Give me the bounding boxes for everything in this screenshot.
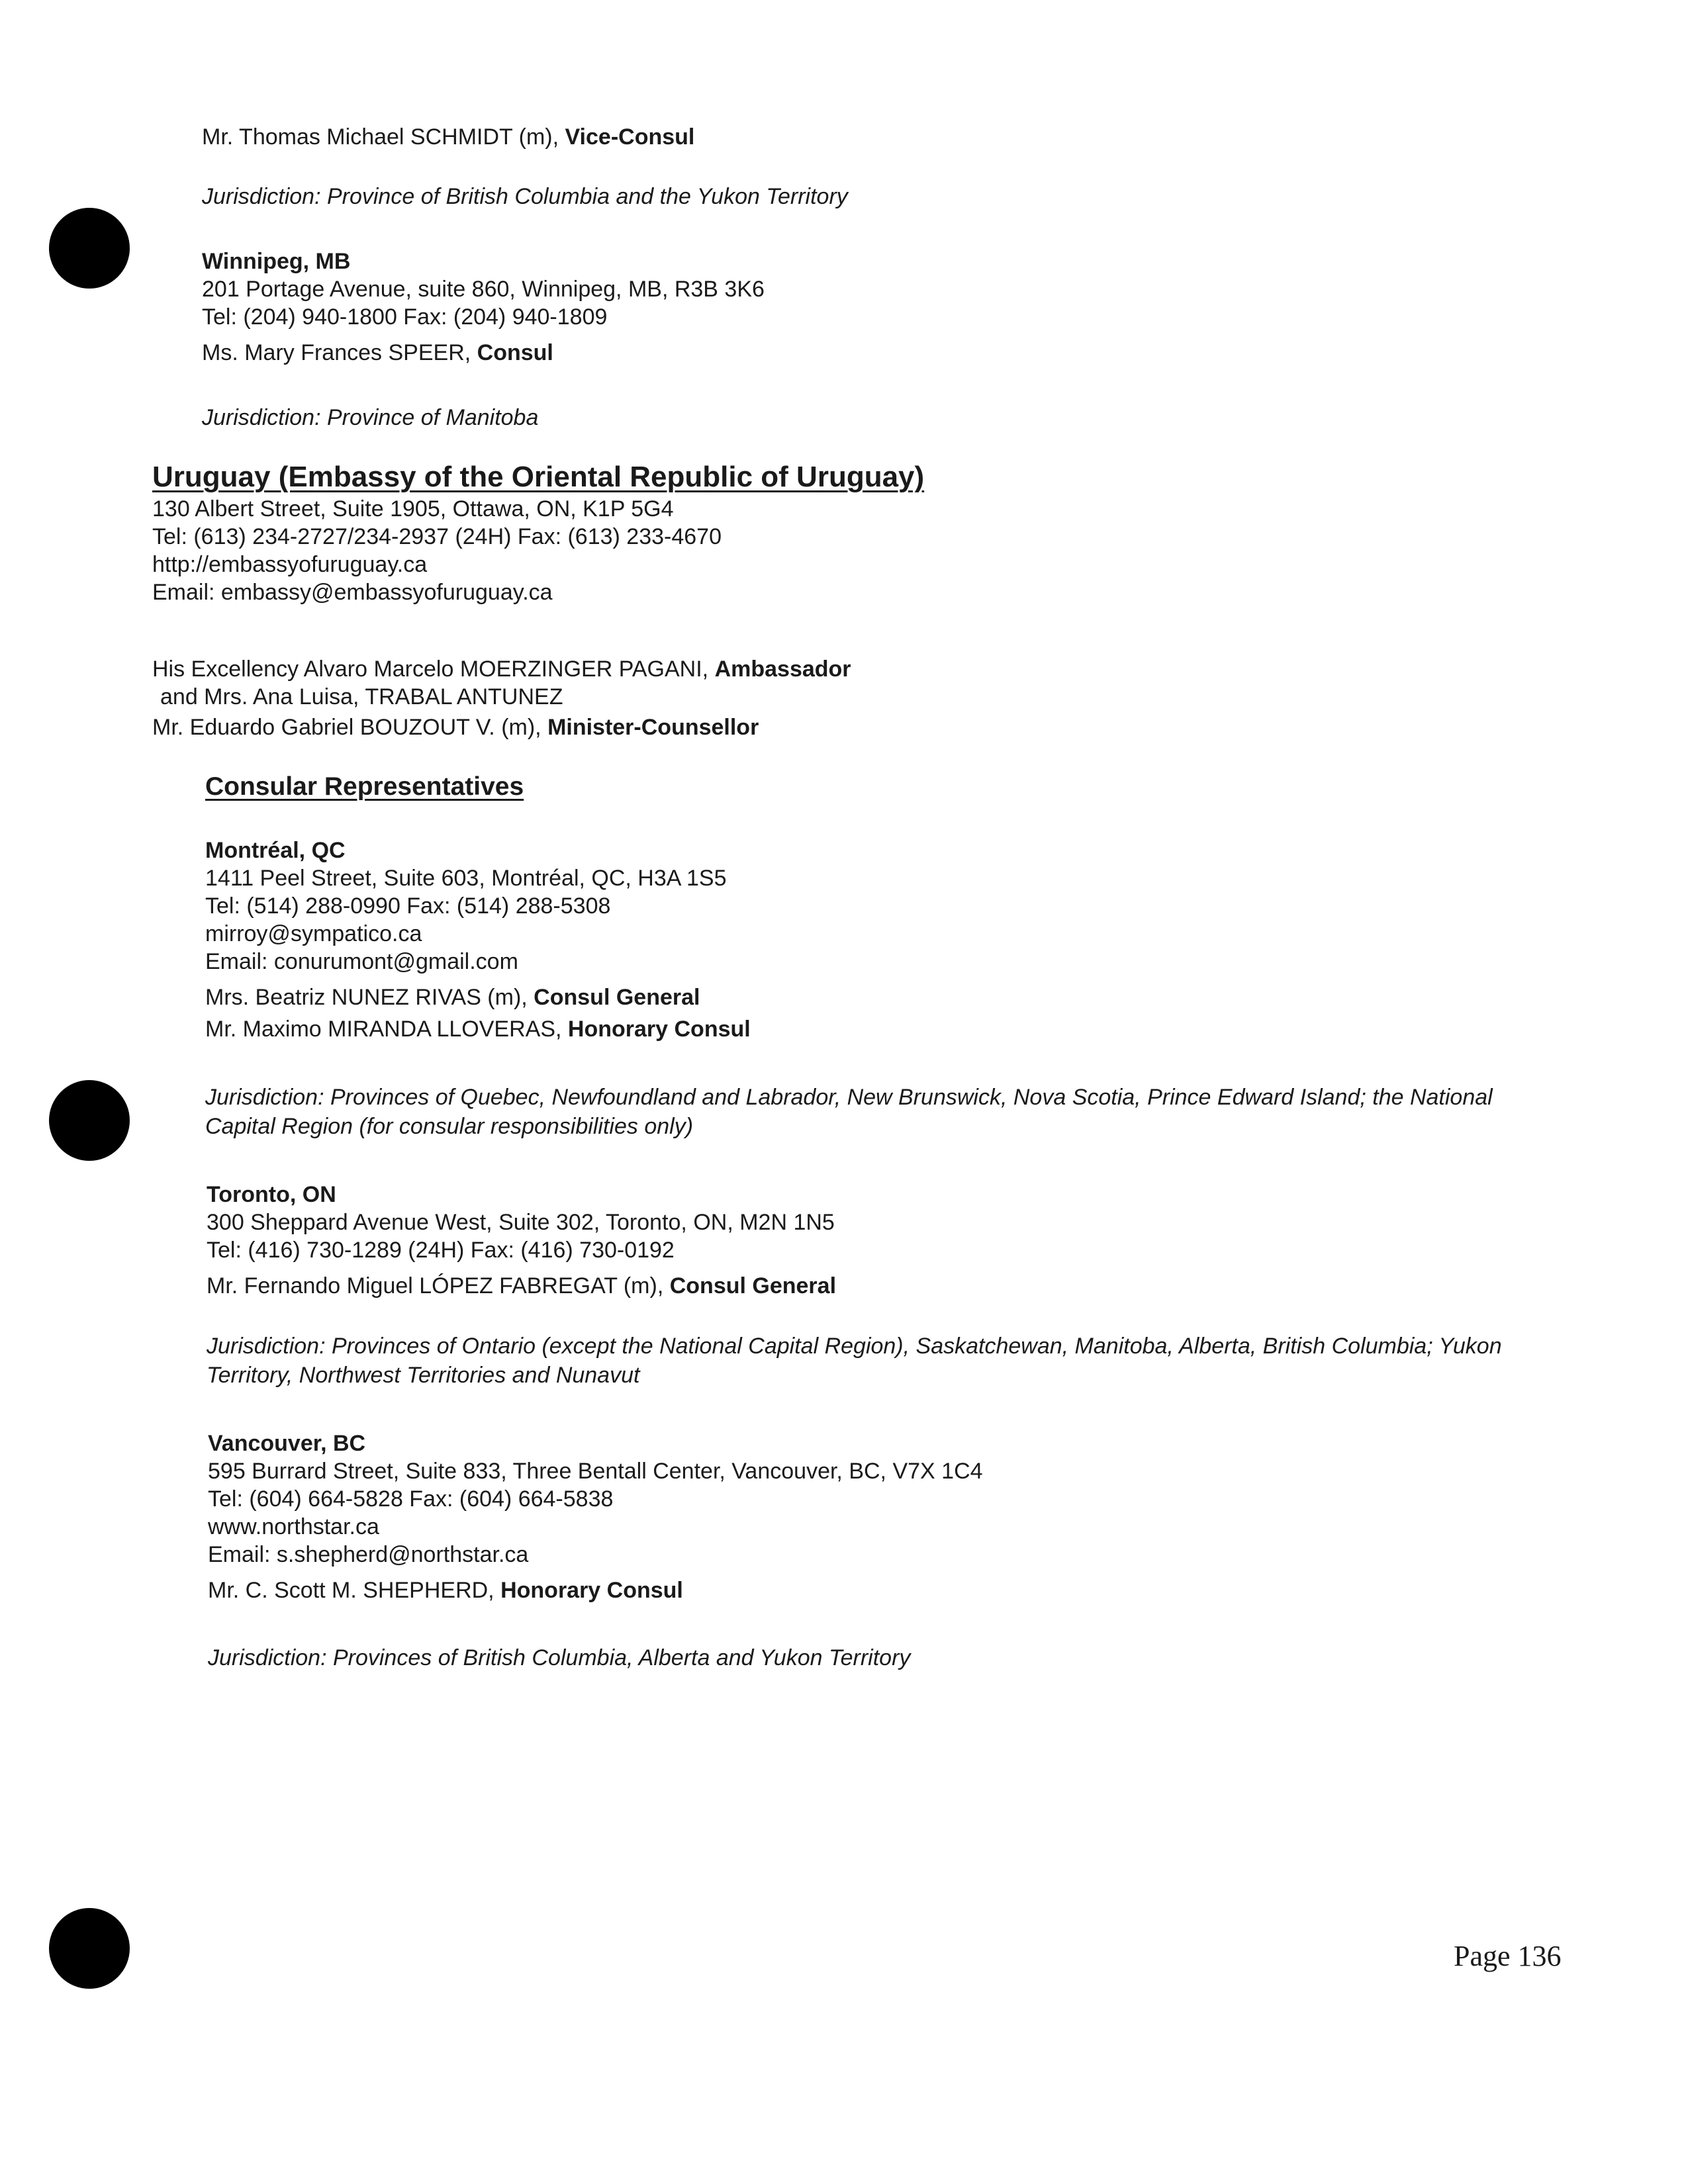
officer-title: Consul General <box>669 1273 837 1298</box>
vancouver-entry <box>208 1430 983 1604</box>
email: Email: conurumont@gmail.com <box>205 949 518 974</box>
minister-line <box>152 713 851 741</box>
officer-name: Mr. Maximo MIRANDA LLOVERAS, <box>205 1017 568 1042</box>
officer-line <box>202 123 694 151</box>
jurisdiction-label: Jurisdiction: <box>202 184 327 209</box>
phone-fax: Tel: (514) 288-0990 Fax: (514) 288-5308 <box>205 893 611 919</box>
officer-name: Mr. Thomas Michael SCHMIDT (m), <box>202 124 565 150</box>
jurisdiction-paragraph <box>207 1332 1524 1390</box>
jurisdiction-montreal <box>205 1083 1562 1141</box>
binder-hole-top <box>49 208 130 289</box>
officer-line <box>202 339 765 367</box>
ambassador-title: Ambassador <box>714 657 851 682</box>
officer-name: Mrs. Beatriz NUNEZ RIVAS (m), <box>205 985 534 1010</box>
address: 201 Portage Avenue, suite 860, Winnipeg, MB, R3B 3K6 <box>202 277 765 302</box>
jurisdiction-label: Jurisdiction: <box>208 1645 333 1670</box>
jurisdiction-text: Province of British Columbia and the Yukon Territory <box>326 184 848 209</box>
officer-title: Honorary Consul <box>500 1578 683 1603</box>
phone-fax: Tel: (613) 234-2727/234-2937 (24H) Fax: (613) 233-4670 <box>152 524 722 549</box>
email: Email: embassy@embassyofuruguay.ca <box>152 580 553 605</box>
phone-fax: Tel: (416) 730-1289 (24H) Fax: (416) 730-0192 <box>207 1238 675 1263</box>
uruguay-embassy <box>152 463 924 606</box>
jurisdiction-label: Jurisdiction: <box>205 1085 330 1110</box>
binder-hole-middle <box>49 1080 130 1161</box>
toronto-entry <box>207 1181 836 1300</box>
address: 300 Sheppard Avenue West, Suite 302, Toronto, ON, M2N 1N5 <box>207 1210 835 1235</box>
website: www.northstar.ca <box>208 1514 379 1539</box>
jurisdiction-line <box>202 183 848 210</box>
consular-representatives-heading: Consular Representatives <box>205 772 524 801</box>
officer-line <box>208 1576 983 1604</box>
jurisdiction-line <box>208 1644 910 1672</box>
winnipeg-entry <box>202 248 765 367</box>
officer-line <box>205 983 751 1011</box>
montreal-entry <box>205 837 751 1043</box>
phone-fax: Tel: (204) 940-1800 Fax: (204) 940-1809 <box>202 304 608 330</box>
jurisdiction-manitoba <box>202 404 538 432</box>
jurisdiction-label: Jurisdiction: <box>207 1334 332 1359</box>
jurisdiction-text: Provinces of British Columbia, Alberta and Yukon Territory <box>332 1645 911 1670</box>
jurisdiction-paragraph <box>205 1083 1562 1141</box>
jurisdiction-text: Province of Manitoba <box>326 405 539 430</box>
jurisdiction-bc-yukon <box>202 183 848 210</box>
spouse-line: and Mrs. Ana Luisa, TRABAL ANTUNEZ <box>160 684 563 709</box>
website: http://embassyofuruguay.ca <box>152 552 428 577</box>
jurisdiction-line <box>202 404 538 432</box>
officer-name: Mr. C. Scott M. SHEPHERD, <box>208 1578 501 1603</box>
officer-name: Mr. Fernando Miguel LÓPEZ FABREGAT (m), <box>207 1273 670 1298</box>
page-number: Page 136 <box>1454 1940 1562 1972</box>
ambassador-name: His Excellency Alvaro Marcelo MOERZINGER PAGANI, <box>152 657 715 682</box>
jurisdiction-label: Jurisdiction: <box>202 405 327 430</box>
contact-email-extra: mirroy@sympatico.ca <box>205 921 422 946</box>
minister-name: Mr. Eduardo Gabriel BOUZOUT V. (m), <box>152 715 548 740</box>
email: Email: s.shepherd@northstar.ca <box>208 1542 529 1567</box>
city-heading: Montréal, QC <box>205 838 346 863</box>
officer-title: Consul <box>477 340 553 365</box>
address: 130 Albert Street, Suite 1905, Ottawa, ON, K1P 5G4 <box>152 496 674 522</box>
jurisdiction-text: Provinces of Quebec, Newfoundland and Labrador, New Brunswick, Nova Scotia, Prince Edward Island; the National Capital Region (for consular responsibilities only) <box>205 1085 1493 1139</box>
officer-title: Honorary Consul <box>567 1017 751 1042</box>
officer-line <box>205 1015 751 1043</box>
jurisdiction-vancouver <box>208 1644 910 1672</box>
officer-title: Consul General <box>534 985 700 1010</box>
ambassador-line <box>152 655 851 683</box>
jurisdiction-text: Provinces of Ontario (except the National Capital Region), Saskatchewan, Manitoba, Alberta, British Columbia; Yukon Territory, Northwest Territories and Nunavut <box>207 1334 1502 1388</box>
officer-title: Vice-Consul <box>565 124 695 150</box>
uruguay-diplomats <box>152 655 851 741</box>
address: 1411 Peel Street, Suite 603, Montréal, QC, H3A 1S5 <box>205 866 727 891</box>
vice-consul-entry <box>202 123 694 151</box>
officer-line <box>207 1272 836 1300</box>
jurisdiction-toronto <box>207 1332 1524 1390</box>
consular-heading <box>205 773 524 801</box>
city-heading: Winnipeg, MB <box>202 249 351 274</box>
officer-name: Ms. Mary Frances SPEER, <box>202 340 477 365</box>
country-heading: Uruguay (Embassy of the Oriental Republic of Uruguay) <box>152 461 925 493</box>
address: 595 Burrard Street, Suite 833, Three Bentall Center, Vancouver, BC, V7X 1C4 <box>208 1459 983 1484</box>
binder-hole-bottom <box>49 1908 130 1989</box>
minister-title: Minister-Counsellor <box>547 715 759 740</box>
city-heading: Toronto, ON <box>207 1182 336 1207</box>
city-heading: Vancouver, BC <box>208 1431 366 1456</box>
phone-fax: Tel: (604) 664-5828 Fax: (604) 664-5838 <box>208 1486 614 1512</box>
